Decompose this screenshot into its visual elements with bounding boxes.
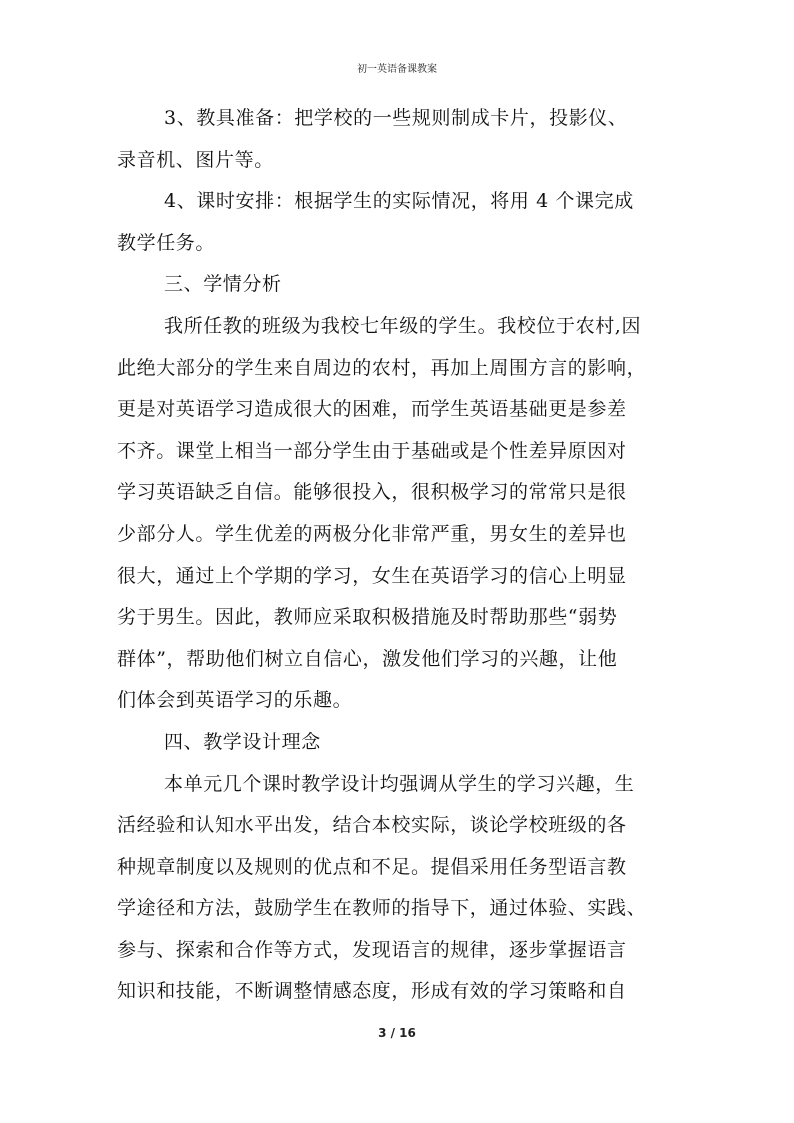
text-line: 少部分人。学生优差的两极分化非常严重，男女生的差异也 (117, 522, 627, 545)
text-line: 们体会到英语学习的乐趣。 (117, 689, 353, 712)
text-line: 此绝大部分的学生来自周边的农村，再加上周围方言的影响， (117, 356, 647, 379)
text-line: 劣于男生。因此，教师应采取积极措施及时帮助那些“弱势 (117, 606, 618, 629)
document-body (117, 98, 677, 1013)
text-line: 教学任务。 (117, 231, 216, 254)
text-line: 3、教具准备：把学校的一些规则制成卡片，投影仪、 (164, 107, 628, 129)
section-heading: 三、学情分析 (164, 273, 282, 296)
text-line: 我所任教的班级为我校七年级的学生。我校位于农村,因 (164, 314, 642, 337)
text-line: 群体”，帮助他们树立自信心，激发他们学习的兴趣，让他 (117, 647, 618, 670)
text-line: 种规章制度以及规则的优点和不足。提倡采用任务型语言教 (117, 855, 627, 878)
text-line: 参与、探索和合作等方式，发现语言的规律，逐步掌握语言 (117, 938, 627, 961)
text-line: 学途径和方法，鼓励学生在教师的指导下，通过体验、实践、 (117, 897, 647, 920)
section-heading: 四、教学设计理念 (164, 730, 321, 753)
text-line: 更是对英语学习造成很大的困难，而学生英语基础更是参差 (117, 398, 627, 421)
text-line: 活经验和认知水平出发，结合本校实际，谈论学校班级的各 (117, 814, 627, 837)
text-line: 知识和技能，不断调整情感态度，形成有效的学习策略和自 (117, 980, 627, 1003)
page-header: 初一英语备课教案 (357, 64, 437, 75)
text-line: 4、课时安排：根据学生的实际情况，将用 4 个课完成 (164, 190, 634, 213)
text-line: 本单元几个课时教学设计均强调从学生的学习兴趣，生 (164, 772, 635, 795)
text-line: 不齐。课堂上相当一部分学生由于基础或是个性差异原因对 (117, 439, 627, 462)
text-line: 学习英语缺乏自信。能够很投入，很积极学习的常常只是很 (117, 481, 627, 504)
page-number: 3 / 16 (378, 1026, 416, 1040)
text-line: 录音机、图片等。 (117, 148, 274, 171)
text-line: 很大，通过上个学期的学习，女生在英语学习的信心上明显 (117, 564, 627, 587)
